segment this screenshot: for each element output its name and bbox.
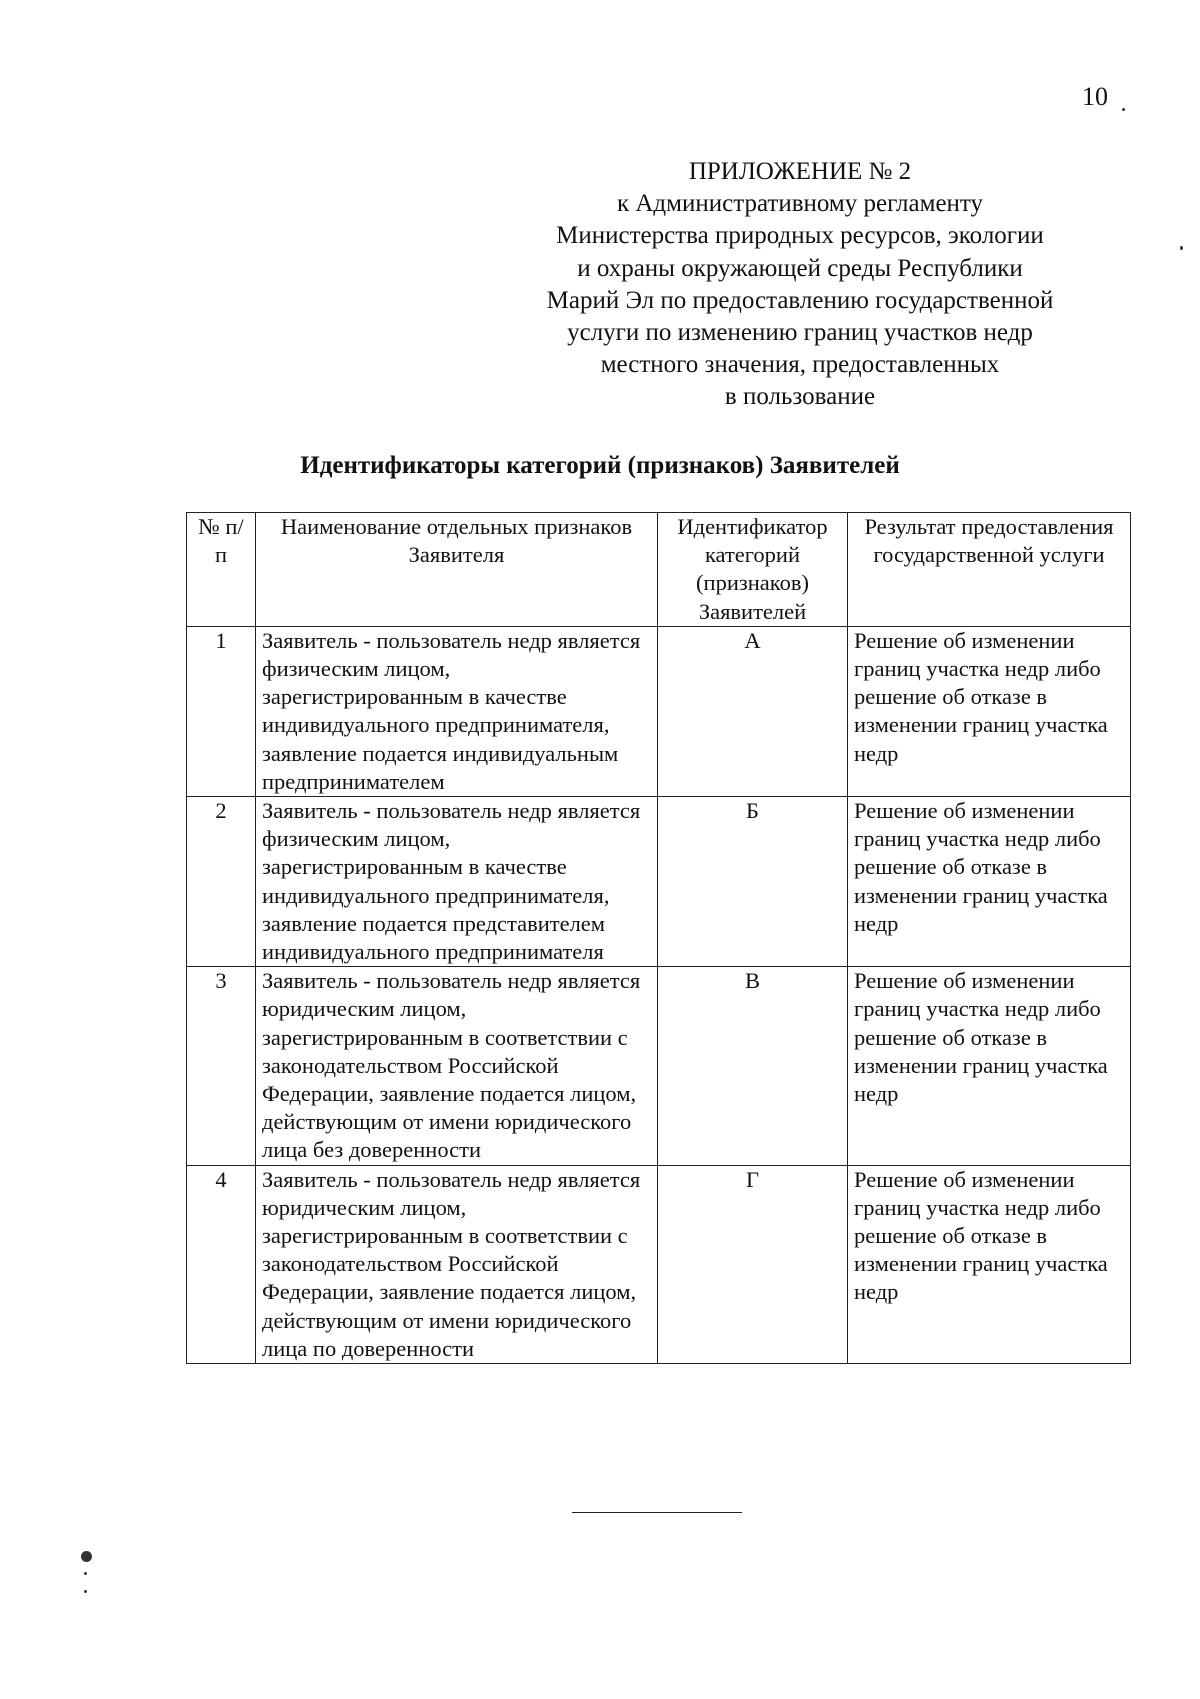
scan-speck — [84, 1572, 87, 1575]
scan-speck — [1180, 246, 1183, 250]
row-number: 4 — [187, 1165, 256, 1363]
applicant-categories-table — [186, 512, 1131, 1364]
scan-speck — [81, 1551, 92, 1562]
header-identifier: Идентификатор категорий (признаков) Заявителей — [658, 513, 848, 627]
appendix-header-line: к Административному регламенту — [616, 190, 984, 218]
appendix-header-line: услуги по изменению границ участков недр — [567, 319, 1033, 347]
row-identifier: А — [658, 626, 848, 796]
row-number: 2 — [187, 797, 256, 967]
table-row — [187, 1165, 1131, 1363]
row-name: Заявитель - пользователь недр является юридическим лицом, зарегистрированным в соответствии с законодательством Российской Федерации, заявление подается лицом, действующим от имени юридического лица по доверенности — [256, 1165, 658, 1363]
appendix-header — [470, 156, 1130, 414]
document-title: Идентификаторы категорий (признаков) Заявителей — [300, 452, 900, 479]
appendix-header-line: ПРИЛОЖЕНИЕ № 2 — [688, 158, 912, 185]
row-number: 1 — [187, 626, 256, 796]
table-row — [187, 626, 1131, 796]
row-identifier: Б — [658, 797, 848, 967]
row-result: Решение об изменении границ участка недр либо решение об отказе в изменении границ участка недр — [848, 797, 1131, 967]
row-result: Решение об изменении границ участка недр либо решение об отказе в изменении границ участка недр — [848, 626, 1131, 796]
appendix-header-line: Министерства природных ресурсов, экологии — [556, 222, 1044, 250]
page-number: 10 — [1082, 82, 1108, 111]
appendix-header-line: местного значения, предоставленных — [600, 351, 1000, 379]
appendix-header-line: в пользование — [724, 383, 876, 411]
scan-speck — [84, 1590, 87, 1593]
footer-divider — [572, 1512, 742, 1513]
table-row — [187, 797, 1131, 967]
header-result: Результат предоставления государственной услуги — [848, 513, 1131, 627]
row-result: Решение об изменении границ участка недр либо решение об отказе в изменении границ участка недр — [848, 967, 1131, 1165]
row-identifier: В — [658, 967, 848, 1165]
appendix-header-line: и охраны окружающей среды Республики — [577, 254, 1023, 282]
row-number: 3 — [187, 967, 256, 1165]
header-number: № п/п — [187, 513, 256, 627]
row-name: Заявитель - пользователь недр является физическим лицом, зарегистрированным в качестве индивидуального предпринимателя, заявление подается представителем индивидуального предпринимателя — [256, 797, 658, 967]
row-identifier: Г — [658, 1165, 848, 1363]
row-result: Решение об изменении границ участка недр либо решение об отказе в изменении границ участка недр — [848, 1165, 1131, 1363]
header-name: Наименование отдельных признаков Заявителя — [256, 513, 658, 627]
appendix-header-line: Марий Эл по предоставлению государственной — [546, 286, 1054, 314]
scan-speck — [1122, 108, 1125, 111]
table-header-row — [187, 513, 1131, 627]
row-name: Заявитель - пользователь недр является юридическим лицом, зарегистрированным в соответствии с законодательством Российской Федерации, заявление подается лицом, действующим от имени юридического лица без доверенности — [256, 967, 658, 1165]
table-row — [187, 967, 1131, 1165]
row-name: Заявитель - пользователь недр является физическим лицом, зарегистрированным в качестве индивидуального предпринимателя, заявление подается индивидуальным предпринимателем — [256, 626, 658, 796]
